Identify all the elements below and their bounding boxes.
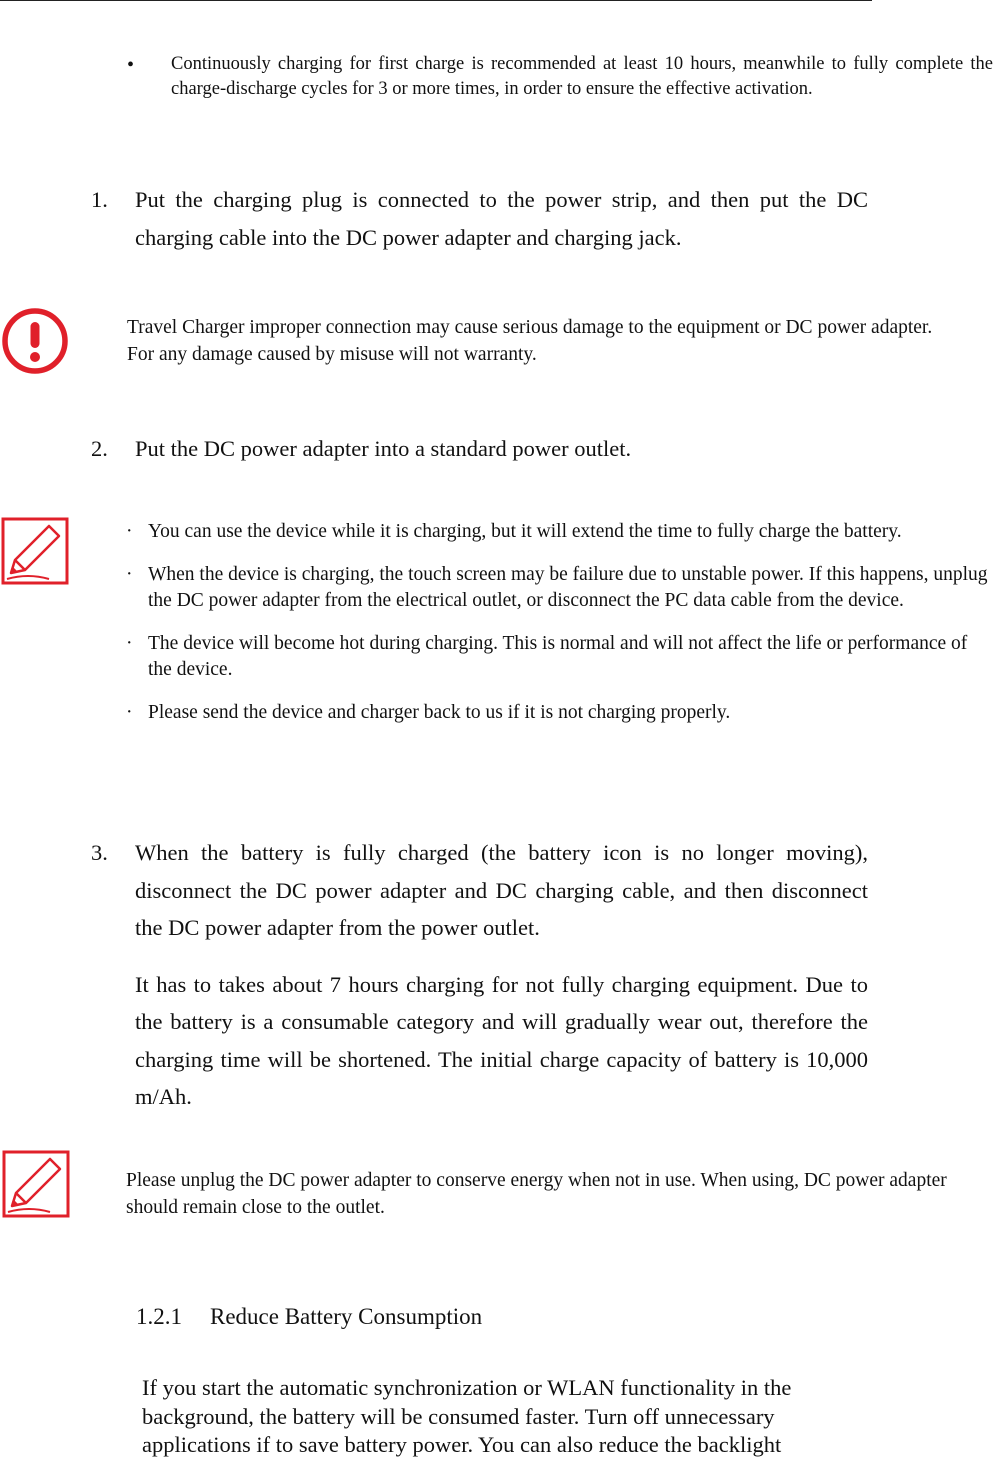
step-1-paragraph: Put the charging plug is connected to the power strip, and then put the DC charging cable into the DC power adapter and charging jack. <box>135 187 868 250</box>
first-charge-note: Continuously charging for first charge is recommended at least 10 hours, meanwhile to fully complete the charge-discharge cycles for 3 or more times, in order to ensure the effective activation. <box>171 54 993 99</box>
note-text: The device will become hot during charging. This is normal and will not affect the life or performance of the device. <box>148 632 968 680</box>
step-1-text <box>135 181 868 256</box>
section-heading <box>136 1301 482 1333</box>
note-text: Please send the device and charger back to us if it is not charging properly. <box>148 701 731 723</box>
top-rule <box>0 0 872 1</box>
step-2-paragraph: Put the DC power adapter into a standard power outlet. <box>135 436 632 461</box>
step-3-paragraph-2: It has to takes about 7 hours charging for not fully charging equipment. Due to the battery is a consumable category and will gradually wear out, therefore the charging time will be shortened. The initial charge capacity of battery is 10,000 m/Ah. <box>135 971 868 1109</box>
bullet-marker: • <box>127 54 135 76</box>
note-text: You can use the device while it is charging, but it will extend the time to fully charge the battery. <box>148 521 902 542</box>
warning-text: Travel Charger improper connection may cause serious damage to the equipment or DC power adapter. For any damage caused by misuse will not warranty. <box>127 317 933 365</box>
step-3-text <box>135 834 868 1116</box>
note-item <box>126 519 994 546</box>
note-item <box>126 631 994 684</box>
note-marker: · <box>126 701 133 723</box>
charging-notes-list <box>126 519 994 742</box>
step-2-text <box>135 430 868 468</box>
step-3-paragraph-1: When the battery is fully charged (the battery icon is no longer moving), disconnect the DC power adapter and DC charging cable, and then disconnect the DC power adapter from the power outlet. <box>135 840 868 940</box>
exclamation-circle-icon <box>1 307 69 375</box>
section-title: Reduce Battery Consumption <box>210 1304 483 1329</box>
pencil-note-icon <box>2 1150 70 1218</box>
unplug-note-text: Please unplug the DC power adapter to conserve energy when not in use. When using, DC power adapter should remain close to the outlet. <box>126 1170 947 1218</box>
section-body: If you start the automatic synchronization or WLAN functionality in the background, the battery will be consumed faster. Turn off unnecessary applications if to save battery power. You can also reduce the backlight <box>142 1375 792 1457</box>
note-item <box>126 700 994 727</box>
note-marker: · <box>126 563 133 585</box>
section-number: 1.2.1 <box>136 1304 182 1329</box>
step-2-number: 2. <box>91 436 108 461</box>
note-item <box>126 562 994 615</box>
note-text: When the device is charging, the touch screen may be failure due to unstable power. If this happens, unplug the DC power adapter from the electrical outlet, or disconnect the PC data cable from the device. <box>148 563 988 611</box>
note-marker: · <box>126 632 133 654</box>
step-3-number: 3. <box>91 840 108 865</box>
note-marker: · <box>126 521 133 542</box>
step-1-number: 1. <box>91 187 108 212</box>
pencil-note-icon <box>1 517 69 585</box>
